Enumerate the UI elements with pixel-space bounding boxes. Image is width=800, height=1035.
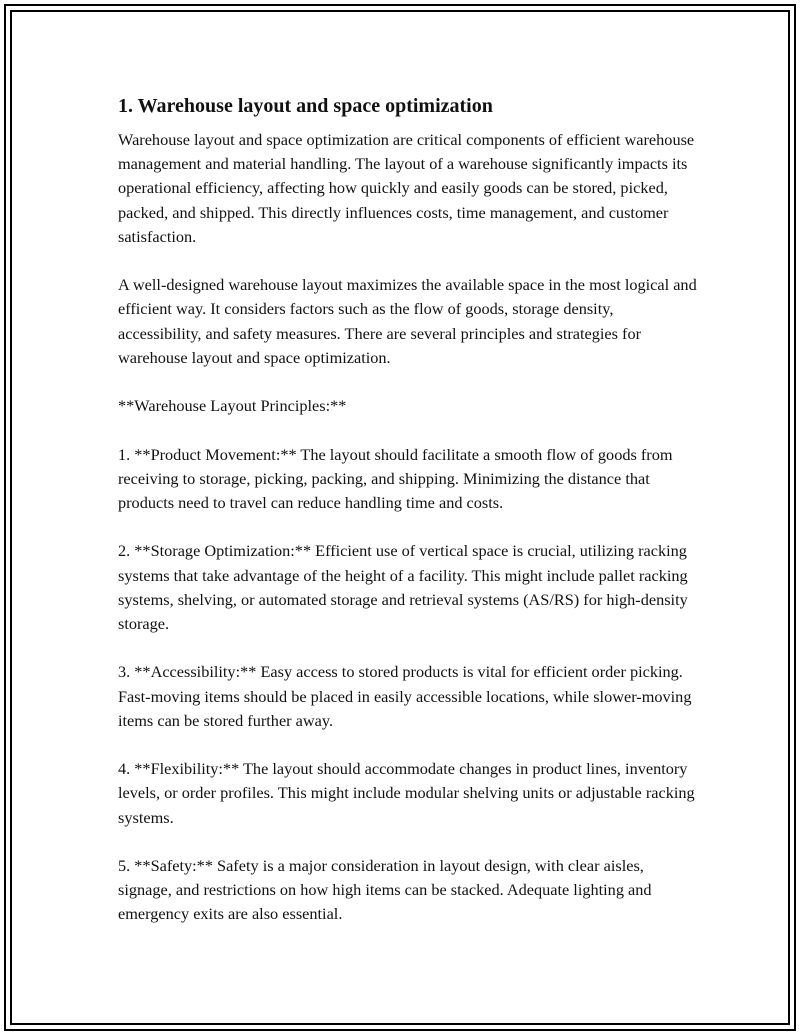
principle-storage-optimization: 2. **Storage Optimization:** Efficient use of vertical space is crucial, utilizing racking systems that take advantage of the height of a facility. This might include pallet racking systems, shelving, or automated storage and retrieval systems (AS/RS) for high-density storage. [118, 541, 688, 633]
principle-product-movement: 1. **Product Movement:** The layout should facilitate a smooth flow of goods from receiving to storage, picking, packing, and shipping. Minimizing the distance that products need to travel can reduce handling time and costs. [118, 444, 673, 512]
paragraph-intro: Warehouse layout and space optimization are critical components of efficient warehouse management and material handling. The layout of a warehouse significantly impacts its operational efficiency, affecting how quickly and easily goods can be stored, picked, packed, and shipped. This directly influences costs, time management, and customer satisfaction. [118, 130, 695, 246]
paragraph-layout-overview: A well-designed warehouse layout maximizes the available space in the most logical and efficient way. It considers factors such as the flow of goods, storage density, accessibility, and safety measures. There are several principles and strategies for warehouse layout and space optimization. [118, 275, 697, 367]
document-body [118, 93, 698, 927]
principle-safety: 5. **Safety:** Safety is a major consideration in layout design, with clear aisles, signage, and restrictions on how high items can be stacked. Adequate lighting and emergency exits are also essential. [118, 855, 652, 924]
section-heading-principles: **Warehouse Layout Principles:** [118, 396, 347, 416]
page-title: 1. Warehouse layout and space optimization [118, 95, 493, 117]
principle-accessibility: 3. **Accessibility:** Easy access to stored products is vital for efficient order picking. Fast-moving items should be placed in easily accessible locations, while slower-moving items can be stored further away. [118, 662, 692, 730]
principle-flexibility: 4. **Flexibility:** The layout should accommodate changes in product lines, inventory levels, or order profiles. This might include modular shelving units or adjustable racking systems. [118, 759, 695, 827]
